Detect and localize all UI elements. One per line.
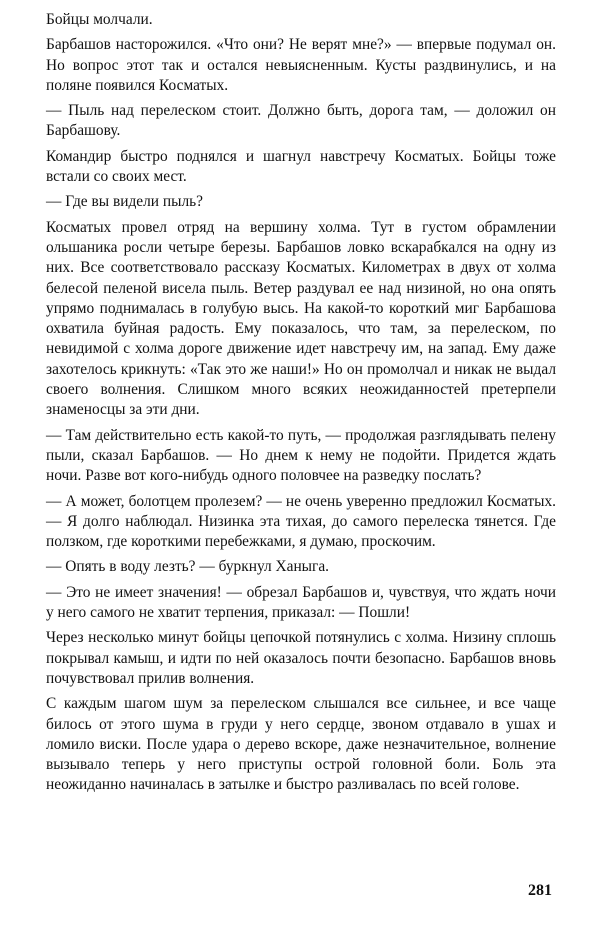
paragraph: — А может, болотцем пролезем? — не очень уверенно предложил Косматых. — Я долго наблюдал. Низинка эта тихая, до самого перелеска тянется. Где ползком, где короткими перебежками, я думаю, проскочим. xyxy=(46,492,556,551)
paragraph: — Где вы видели пыль? xyxy=(46,193,203,211)
paragraph: — Пыль над перелеском стоит. Должно быть, дорога там, — доложил он Барбашову. xyxy=(46,102,556,140)
body-text xyxy=(46,10,556,801)
paragraph: Бойцы молчали. xyxy=(46,11,153,28)
paragraph: — Это не имеет значения! — обрезал Барбашов и, чувствуя, что ждать ночи у него самого не хватит терпения, приказал: — Пошли! xyxy=(46,583,556,622)
paragraph: — Опять в воду лезть? — буркнул Ханыга. xyxy=(46,558,330,576)
paragraph: Командир быстро поднялся и шагнул навстречу Косматых. Бойцы тоже встали со своих мест. xyxy=(46,147,556,186)
paragraph: С каждым шагом шум за перелеском слышался все сильнее, и все чаще билось от этого шума в груди у него сердце, звоном отдавало в ушах и ломило виски. После удара о дерево вскоре, даже незначительное, волнение вызывало теперь у него приступы острой головной боли. Боль эта неожиданно начиналась в затылке и быстро разливалась по всей голове. xyxy=(46,695,556,794)
paragraph: Косматых провел отряд на вершину холма. Тут в густом обрамлении ольшаника росли четыре березы. Барбашов ловко вскарабкался на одну из них. Все соответствовало рассказу Косматых. Километрах в двух от холма белесой пеленой висела пыль. Ветер раздувал ее над низиной, но она опять упрямо поднималась в голубую высь. На какой-то короткий миг Барбашова охватила буйная радость. Ему показалось, что там, за перелеском, по невидимой с холма дороге движение идет навстречу им, на запад. Ему даже захотелось крикнуть: «Так это же наши!» Но он промолчал и никак не выдал своего волнения. Слишком много всяких неожиданностей претерпели знаменосцы за эти дни. xyxy=(46,218,556,419)
page-number: 281 xyxy=(528,882,552,899)
paragraph: Через несколько минут бойцы цепочкой потянулись с холма. Низину сплошь покрывал камыш, и идти по ней оказалось почти безопасно. Барбашов вновь почувствовал прилив волнения. xyxy=(46,629,556,687)
paragraph: Барбашов насторожился. «Что они? Не верят мне?» — впервые подумал он. Но вопрос этот так и остался невыясненным. Кусты раздвинулись, и на поляне появился Косматых. xyxy=(46,36,556,94)
paragraph: — Там действительно есть какой-то путь, — продолжая разглядывать пелену пыли, сказал Барбашов. — Но днем к нему не подойти. Придется ждать ночи. Разве вот кого-нибудь одного половчее на разведку послать? xyxy=(46,426,556,485)
